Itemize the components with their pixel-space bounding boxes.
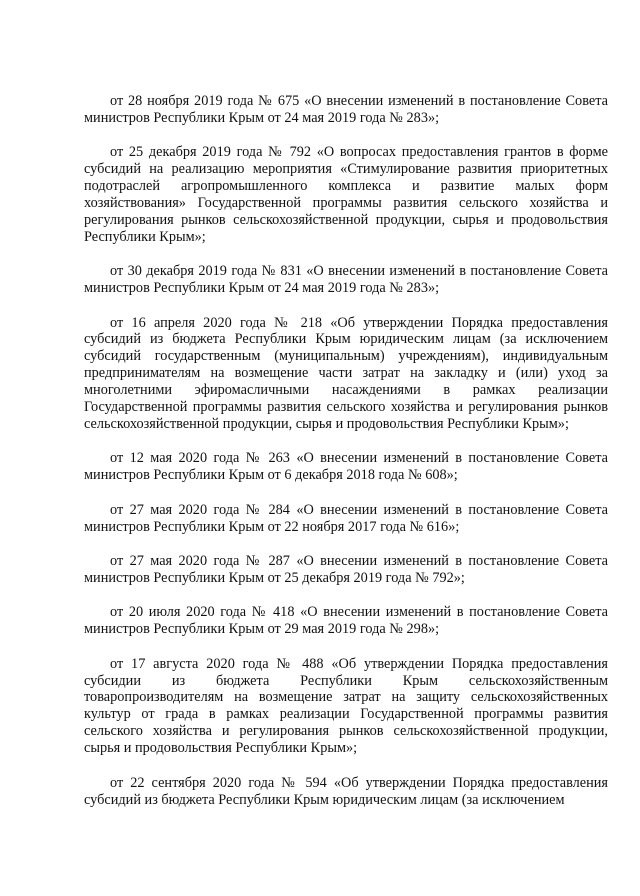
paragraph-8: от 20 июля 2020 года № 418 «О внесении изменений в постановление Совета министров Республики Крым от 29 мая 2019 года № 298»;: [84, 604, 608, 638]
document-body: [84, 93, 608, 826]
paragraph-10: от 22 сентября 2020 года № 594 «Об утверждении Порядка предоставления субсидий из бюджета Республики Крым юридическим лицам (за исключением: [84, 774, 608, 808]
paragraph-2: от 25 декабря 2019 года № 792 «О вопросах предоставления грантов в форме субсидий на реализацию мероприятия «Стимулирование развития приоритетных подотраслей агропромышленного комплекса и развитие малых форм хозяйствования» Государственной программы развития сельского хозяйства и регулирования рынков сельскохозяйственной продукции, сырья и продовольствия Республики Крым»;: [84, 144, 608, 245]
paragraph-4: от 16 апреля 2020 года № 218 «Об утверждении Порядка предоставления субсидий из бюджета Республики Крым юридическим лицам (за исключением субсидий государственным (муниципальным) учреждениям), индивидуальным предпринимателям на возмещение части затрат на закладку и (или) уход за многолетними эфиромасличными насаждениями в рамках реализации Государственной программы развития сельского хозяйства и регулирования рынков сельскохозяйственной продукции, сырья и продовольствия Республики Крым»;: [84, 314, 608, 432]
paragraph-5: от 12 мая 2020 года № 263 «О внесении изменений в постановление Совета министров Республики Крым от 6 декабря 2018 года № 608»;: [84, 450, 608, 484]
paragraph-9: от 17 августа 2020 года № 488 «Об утверждении Порядка предоставления субсидии из бюджета Республики Крым сельскохозяйственным товаропроизводителям на возмещение затрат на защиту сельскохозяйственных культур от града в рамках реализации Государственной программы развития сельского хозяйства и регулирования рынков сельскохозяйственной продукции, сырья и продовольствия Республики Крым»;: [84, 655, 608, 757]
paragraph-3: от 30 декабря 2019 года № 831 «О внесении изменений в постановление Совета министров Республики Крым от 24 мая 2019 года № 283»;: [84, 263, 608, 297]
paragraph-1: от 28 ноября 2019 года № 675 «О внесении изменений в постановление Совета министров Республики Крым от 24 мая 2019 года № 283»;: [84, 93, 608, 126]
paragraph-6: от 27 мая 2020 года № 284 «О внесении изменений в постановление Совета министров Республики Крым от 22 ноября 2017 года № 616»;: [84, 501, 608, 535]
paragraph-7: от 27 мая 2020 года № 287 «О внесении изменений в постановление Совета министров Республики Крым от 25 декабря 2019 года № 792»;: [84, 553, 608, 586]
